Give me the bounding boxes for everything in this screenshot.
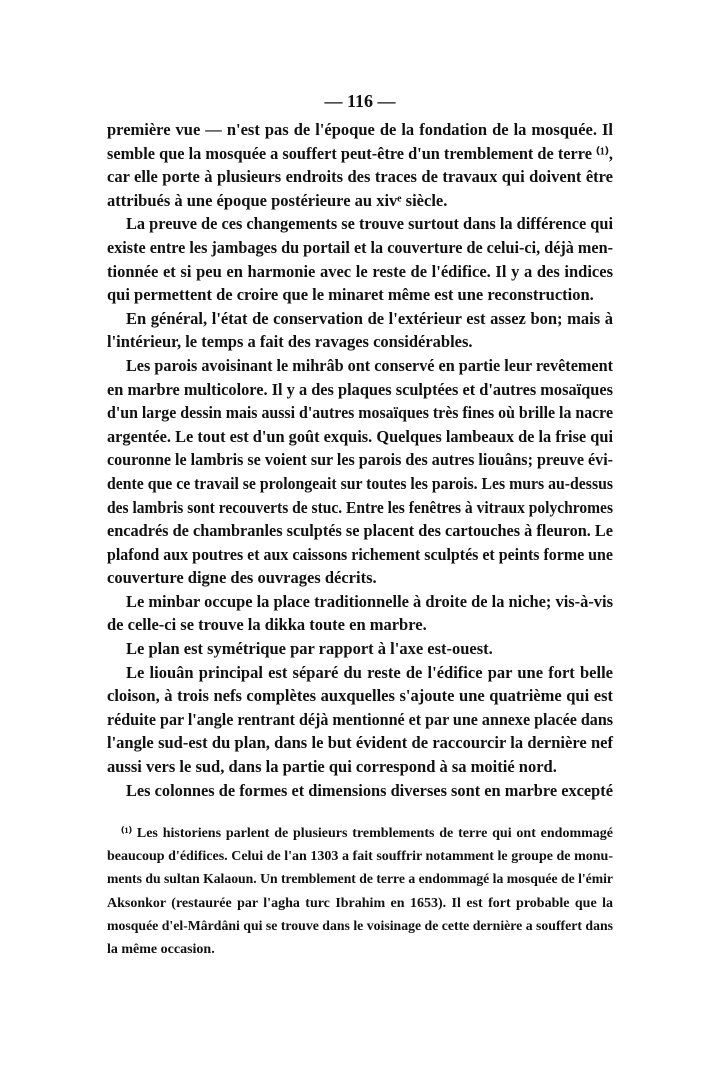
text-line xyxy=(107,661,613,685)
text-line-text: couronne le lambris se voient sur les parois des autres liouâns; preuve évi- xyxy=(107,450,614,470)
text-line xyxy=(107,354,613,378)
text-line-text: encadrés de chambranles sculptés se placent des cartouches à fleuron. Le xyxy=(107,521,614,541)
footnote-line xyxy=(107,822,613,845)
text-line-text: Le minbar occupe la place traditionnelle à droite de la niche; vis-à-vis xyxy=(126,591,613,611)
text-line-text: attribués à une époque postérieure au xivᵉ siècle. xyxy=(107,190,448,210)
text-line xyxy=(107,755,613,779)
text-line-text: en marbre multicolore. Il y a des plaques sculptées et d'autres mosaïques xyxy=(107,379,613,399)
text-line-text: tionnée et si peu en harmonie avec le reste de l'édifice. Il y a des indices xyxy=(107,261,613,281)
text-line xyxy=(107,731,613,755)
footnote-line-text: ⁽¹⁾ Les historiens parlent de plusieurs tremblements de terre qui ont endommagé xyxy=(121,826,613,841)
text-line xyxy=(107,425,613,449)
text-line-text: Le liouân principal est séparé du reste de l'édifice par une fort belle xyxy=(126,662,613,682)
text-line xyxy=(107,283,613,307)
text-line xyxy=(107,613,613,637)
footnote-line-text: mosquée d'el-Mârdâni qui se trouve dans le voisinage de cette dernière a souffert dans xyxy=(107,918,613,934)
footnote-line xyxy=(107,868,613,891)
text-line xyxy=(107,708,613,732)
footnote-line xyxy=(107,845,613,868)
text-line xyxy=(107,590,613,614)
text-line-text: première vue — n'est pas de l'époque de la fondation de la mosquée. Il xyxy=(107,120,613,139)
text-line-text: La preuve de ces changements se trouve surtout dans la différence qui xyxy=(126,214,614,234)
text-line-text: Les parois avoisinant le mihrâb ont conservé en partie leur revêtement xyxy=(126,355,613,375)
text-line-text: argentée. Le tout est d'un goût exquis. Quelques lambeaux de la frise qui xyxy=(107,426,614,446)
text-line xyxy=(107,637,613,661)
text-line-text: l'intérieur, le temps a fait des ravages considérables. xyxy=(107,332,473,352)
text-line-text: aussi vers le sud, dans la partie qui correspond à sa moitié nord. xyxy=(107,757,557,777)
text-line-text: d'un large dessin mais aussi d'autres mosaïques très fines où brille la nacre xyxy=(107,403,614,423)
text-line-text: des lambris sont recouverts de stuc. Entre les fenêtres à vitraux polychromes xyxy=(107,497,613,517)
text-line xyxy=(107,118,613,142)
text-line xyxy=(107,307,613,331)
text-line xyxy=(107,401,613,425)
text-line xyxy=(107,684,613,708)
text-line xyxy=(107,378,613,402)
text-line xyxy=(107,472,613,496)
text-line-text: semble que la mosquée a souffert peut-être d'un tremblement de terre ⁽¹⁾, xyxy=(107,143,614,163)
footnote-line xyxy=(107,915,613,938)
text-line xyxy=(107,189,613,213)
text-line-text: En général, l'état de conservation de l'extérieur est assez bon; mais à xyxy=(126,308,613,328)
text-line xyxy=(107,142,613,166)
text-line-text: réduite par l'angle rentrant déjà mentionné et par une annexe placée dans xyxy=(107,709,614,729)
footnote-line-text: beaucoup d'édifices. Celui de l'an 1303 a fait souffrir notamment le groupe de monu- xyxy=(107,849,613,865)
text-line xyxy=(107,519,613,543)
text-line xyxy=(107,330,613,354)
body-text xyxy=(107,118,613,802)
text-line xyxy=(107,566,613,590)
text-line xyxy=(107,212,613,236)
text-line xyxy=(107,543,613,567)
text-line-text: Le plan est symétrique par rapport à l'axe est-ouest. xyxy=(126,639,493,659)
text-line-text: plafond aux poutres et aux caissons richement sculptés et peints forme une xyxy=(107,544,613,564)
text-line-text: Les colonnes de formes et dimensions diverses sont en marbre excepté xyxy=(126,780,613,800)
footnotes xyxy=(107,822,613,961)
text-line-text: dente que ce travail se prolongeait sur toutes les parois. Les murs au-dessus xyxy=(107,473,613,493)
text-line-text: car elle porte à plusieurs endroits des traces de travaux qui doivent être xyxy=(107,167,613,187)
text-line xyxy=(107,236,613,260)
text-line-text: de celle-ci se trouve la dikka toute en marbre. xyxy=(107,615,427,635)
text-line-text: existe entre les jambages du portail et la couverture de celui-ci, déjà men- xyxy=(107,237,613,257)
text-line-text: l'angle sud-est du plan, dans le but évident de raccourcir la dernière nef xyxy=(107,733,613,753)
footnote-line-text: la même occasion. xyxy=(107,941,215,957)
text-line xyxy=(107,448,613,472)
text-line-text: qui permettent de croire que le minaret même est une reconstruction. xyxy=(107,285,594,305)
text-line xyxy=(107,260,613,284)
footnote-line xyxy=(107,892,613,915)
text-line-text: cloison, à trois nefs complètes auxquelles s'ajoute une quatrième qui est xyxy=(107,686,613,706)
text-line xyxy=(107,496,613,520)
footnote-line-text: Aksonkor (restaurée par l'agha turc Ibrahim en 1653). Il est fort probable que la xyxy=(107,895,613,911)
text-line xyxy=(107,779,613,803)
footnote-line-text: ments du sultan Kalaoun. Un tremblement de terre a endommagé la mosquée de l'émir xyxy=(107,872,614,888)
text-line-text: couverture digne des ouvrages décrits. xyxy=(107,568,377,588)
footnote-line xyxy=(107,938,613,961)
text-line xyxy=(107,165,613,189)
page-number: — 116 — xyxy=(324,91,396,111)
